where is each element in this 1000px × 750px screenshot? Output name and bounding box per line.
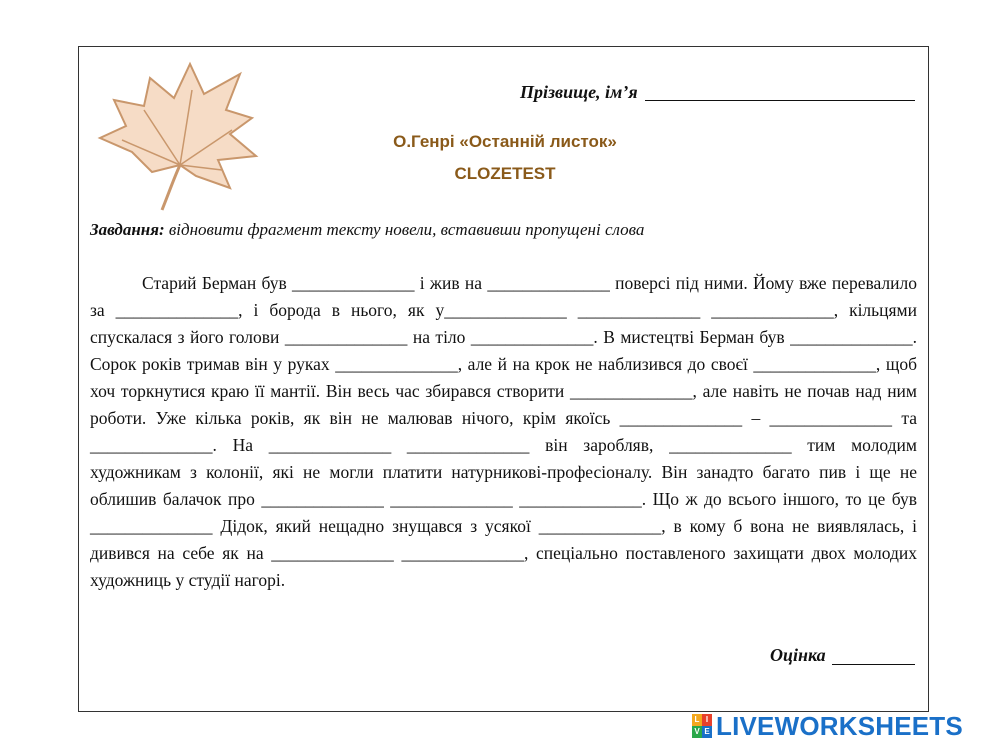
logo-letter: V (692, 726, 702, 738)
task-text: відновити фрагмент тексту новели, вставивши пропущені слова (164, 220, 645, 239)
logo-letter: L (692, 714, 702, 726)
cloze-paragraph: Старий Берман був ______________ і жив на ______________ поверсі під ними. Йому вже перевалило за ______________, і борода в нього, як у______________ ______________ ______________, кільцями спускалася з його голови ______________ на тіло ______________. В мистецтві Берман був ______________. Сорок років тримав він у руках ______________, але й на крок не наблизився до своєї ______________, щоб хоч торкнутися краю її мантії. Він весь час збирався створити ______________, але навіть не почав над ним роботи. Уже кілька років, як він не малював нічого, крім якоїсь ______________ – ______________ та ______________. На ______________ ______________ він заробляв, ______________ тим молодим художникам з колонії, які не могли платити натурникові-професіоналу. Він занадто багато пив і ще не облишив балачок про ______________ ______________ ______________. Що ж до всього іншого, то це був ______________ Дідок, який нещадно знущався з усякої ______________, в кому б вона не виявлялась, і дивився на себе як на ______________ ______________, спеціально поставленого захищати двох молодих художниць у студії нагорі. (90, 273, 917, 590)
logo-letter: I (702, 714, 712, 726)
worksheet-subtitle: CLOZETEST (454, 164, 556, 183)
grade-label: Оцінка (770, 645, 826, 665)
task-instruction (90, 220, 644, 240)
cloze-text (90, 270, 917, 594)
brand-name: LIVEWORKSHEETS (716, 710, 963, 741)
maple-leaf-icon (92, 60, 262, 215)
logo-letter: E (702, 726, 712, 738)
worksheet-title: О.Генрі «Останній листок» (393, 132, 617, 151)
liveworksheets-logo (692, 712, 963, 740)
name-label: Прізвище, ім’я (520, 82, 638, 102)
task-label: Завдання: (90, 220, 165, 239)
logo-icon (692, 714, 712, 738)
grade-field-line[interactable] (832, 664, 915, 665)
name-field-line[interactable] (645, 100, 915, 101)
